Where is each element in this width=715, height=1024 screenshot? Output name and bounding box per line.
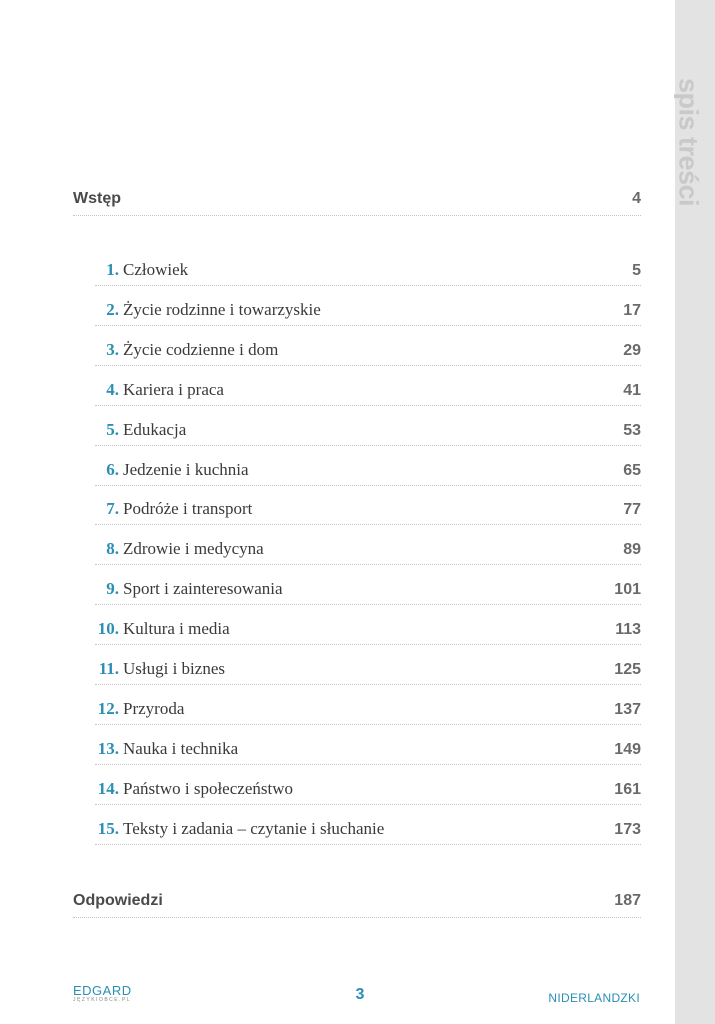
toc-entry-label: Nauka i technika (123, 738, 239, 758)
toc-entry-label: Kultura i media (123, 619, 230, 639)
toc-entry-label: Życie codzienne i dom (123, 339, 279, 359)
toc-entry[interactable] (95, 380, 641, 406)
toc-entry-page: 187 (614, 892, 641, 909)
toc-entry-page: 89 (623, 541, 641, 559)
language-label: NIDERLANDZKI (548, 991, 640, 1005)
toc-entry-page: 4 (632, 190, 641, 207)
toc-entry-number: 4. (106, 379, 119, 399)
toc-entry-number: 6. (106, 459, 119, 479)
publisher-logo (73, 984, 132, 1003)
toc-entry-number: 13. (97, 738, 119, 758)
section-title-vertical: spis treści (673, 77, 704, 207)
toc-entry[interactable] (95, 659, 641, 685)
toc-entry-number: 2. (106, 299, 119, 319)
toc-entry-label: Życie rodzinne i towarzyskie (123, 299, 321, 319)
toc-entry-number: 10. (97, 619, 119, 639)
toc-entry-page: 113 (615, 621, 641, 639)
toc-entry-label: Edukacja (123, 419, 187, 439)
toc-entry[interactable] (95, 739, 641, 765)
logo-subtext: JĘZYKIOBCE.PL (73, 997, 132, 1003)
toc-entry[interactable] (95, 460, 641, 486)
toc-entry-number: 3. (106, 339, 119, 359)
toc-entry-number: 14. (97, 778, 119, 798)
toc-entry[interactable] (95, 539, 641, 565)
toc-entry[interactable] (95, 699, 641, 725)
toc-entry-label: Jedzenie i kuchnia (123, 459, 249, 479)
toc-entry-number: 8. (106, 539, 119, 559)
toc-entry[interactable] (95, 619, 641, 645)
logo-text: EDGARD (73, 983, 132, 998)
toc-entry[interactable] (95, 779, 641, 805)
toc-entry-label: Człowiek (123, 260, 189, 279)
toc-entry-label: Wstęp (73, 190, 121, 207)
page-number: 3 (355, 986, 365, 1003)
toc-entry-page: 101 (614, 581, 641, 599)
toc-entry-number: 5. (106, 419, 119, 439)
toc-entry-page: 65 (623, 461, 641, 479)
toc-entry-intro[interactable] (73, 190, 641, 216)
toc-entry-page: 161 (614, 780, 641, 798)
toc-entry-page: 149 (614, 740, 641, 758)
toc-entry-page: 137 (614, 700, 641, 718)
toc-entry-number: 1. (106, 260, 119, 279)
toc-entry-label: Usługi i biznes (123, 659, 225, 678)
toc-entry-page: 5 (632, 262, 641, 279)
toc-entry[interactable] (95, 499, 641, 525)
toc-entry-page: 173 (614, 820, 641, 838)
toc-entry-label: Państwo i społeczeństwo (123, 778, 293, 798)
toc-entry-number: 15. (97, 818, 119, 838)
toc-entry-label: Sport i zainteresowania (123, 579, 283, 599)
toc-entry-page: 53 (623, 421, 641, 439)
toc-entry[interactable] (95, 579, 641, 605)
toc-entry-label: Podróże i transport (123, 499, 253, 519)
toc-entry-label: Zdrowie i medycyna (123, 539, 264, 559)
toc-entry-label: Przyroda (123, 698, 185, 718)
toc-entry-number: 7. (106, 499, 119, 519)
toc-entry-number: 12. (97, 698, 119, 718)
toc-entry-number: 11. (98, 659, 119, 678)
toc-entry[interactable] (95, 300, 641, 326)
toc-entry-page: 77 (623, 501, 641, 519)
toc-entry[interactable] (95, 260, 641, 286)
toc-entry[interactable] (95, 819, 641, 845)
toc-entry-page: 41 (623, 381, 641, 399)
toc-entry-page: 125 (614, 661, 641, 678)
toc-entry-label: Teksty i zadania – czytanie i słuchanie (123, 818, 385, 838)
toc-entry-page: 17 (623, 301, 641, 319)
toc-entry[interactable] (95, 340, 641, 366)
toc-entry-label: Kariera i praca (123, 379, 224, 399)
toc-entry-label: Odpowiedzi (73, 892, 163, 909)
toc-entry-number: 9. (106, 579, 119, 599)
toc-entry[interactable] (95, 420, 641, 446)
toc-entry-page: 29 (623, 341, 641, 359)
toc-entry-answers[interactable] (73, 892, 641, 918)
